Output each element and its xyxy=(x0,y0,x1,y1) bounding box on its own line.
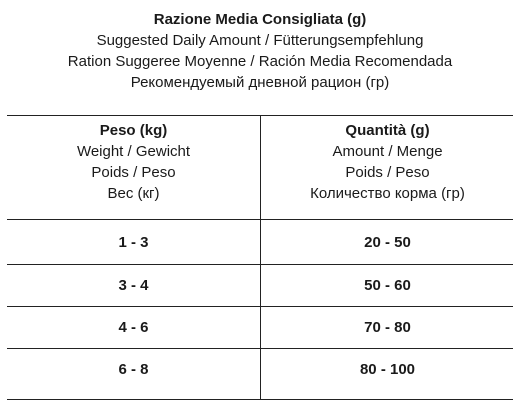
table-row xyxy=(7,349,513,391)
weight-column-subtitle: Вес (кг) xyxy=(107,185,160,202)
header-subtitle-fr-es: Ration Suggeree Moyenne / Ración Media Recomendada xyxy=(67,53,453,70)
header-row-divider xyxy=(7,219,513,220)
table-row xyxy=(7,265,513,307)
amount-cell: 50 - 60 xyxy=(364,277,411,294)
weight-cell: 6 - 8 xyxy=(118,361,149,378)
amount-column-header xyxy=(261,120,514,204)
weight-cell: 3 - 4 xyxy=(118,277,149,294)
header-subtitle-ru: Рекомендуемый дневной рацион (гр) xyxy=(130,74,390,91)
weight-column-title: Peso (kg) xyxy=(99,122,168,139)
table-row xyxy=(7,307,513,349)
amount-cell: 70 - 80 xyxy=(364,319,411,336)
weight-column-subtitle: Weight / Gewicht xyxy=(76,143,191,160)
weight-column-subtitle: Poids / Peso xyxy=(91,164,176,181)
amount-column-subtitle: Количество корма (гр) xyxy=(310,185,465,202)
weight-cell: 1 - 3 xyxy=(118,234,149,251)
weight-column-header xyxy=(7,120,260,204)
amount-column-subtitle: Poids / Peso xyxy=(345,164,430,181)
amount-cell: 20 - 50 xyxy=(364,234,411,251)
feeding-table xyxy=(7,115,513,400)
header-title: Razione Media Consigliata (g) xyxy=(153,11,367,28)
amount-column-title: Quantità (g) xyxy=(345,122,430,139)
weight-cell: 4 - 6 xyxy=(118,319,149,336)
table-row xyxy=(7,222,513,264)
header-subtitle-en-de: Suggested Daily Amount / Fütterungsempfehlung xyxy=(96,32,424,49)
amount-column-subtitle: Amount / Menge xyxy=(332,143,443,160)
amount-cell: 80 - 100 xyxy=(359,361,416,378)
header xyxy=(0,9,520,93)
